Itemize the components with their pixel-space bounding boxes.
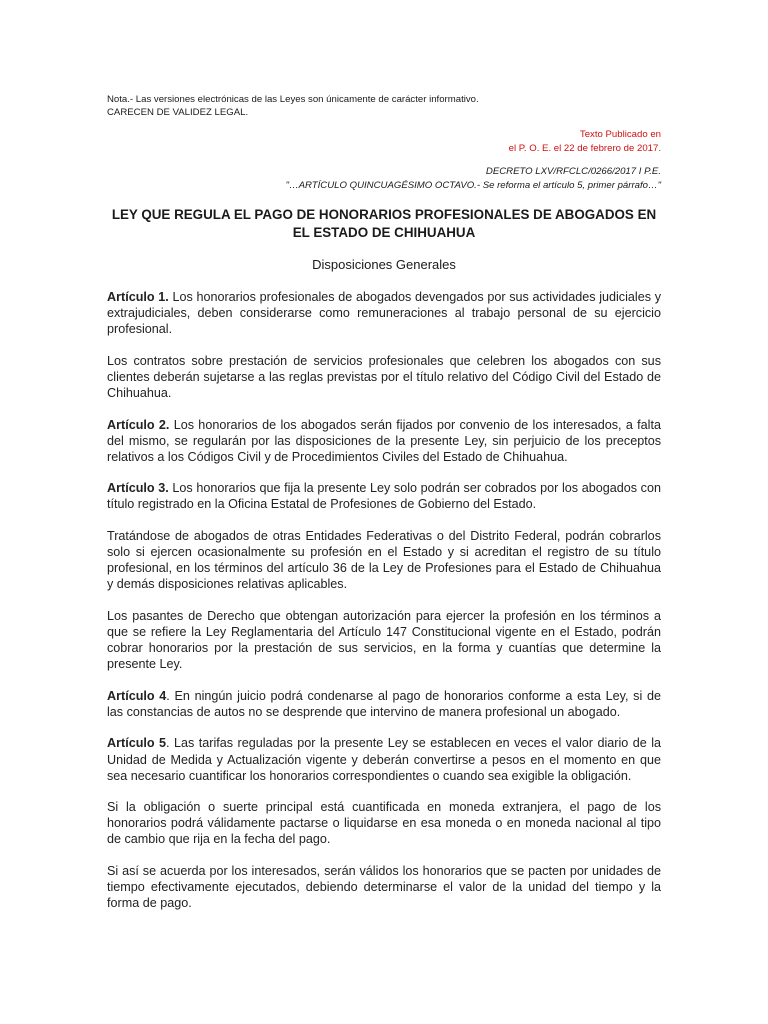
law-title: LEY QUE REGULA EL PAGO DE HONORARIOS PROFESIONALES DE ABOGADOS EN EL ESTADO DE CHIHUAHUA: [111, 207, 657, 240]
paragraph-text: Los pasantes de Derecho que obtengan autorización para ejercer la profesión en los términos a que se refiere la Ley Reglamentaria del Artículo 147 Constitucional vigente en el Estado, podrán cobrar honorarios por la prestación de sus servicios, en la forma y cuantías que determine la presente Ley.: [107, 608, 661, 672]
article-label: Artículo 5: [107, 736, 167, 751]
paragraph-text: Los honorarios que fija la presente Ley solo podrán ser cobrados por los abogados con título registrado en la Oficina Estatal de Profesiones de Gobierno del Estado.: [107, 481, 661, 512]
paragraph-text: . En ningún juicio podrá condenarse al pago de honorarios conforme a esta Ley, si de las constancias de autos no se desprende que intervino de manera profesional un abogado.: [107, 688, 661, 719]
publication-line-2: el P. O. E. el 22 de febrero de 2017.: [508, 143, 661, 154]
article-label: Artículo 2.: [107, 417, 170, 432]
paragraph: [107, 353, 661, 401]
disclaimer-note: [107, 93, 479, 119]
paragraph-text: Si la obligación o suerte principal está cuantificada en moneda extranjera, el pago de los honorarios podrá válidamente pactarse o liquidarse en esa moneda o en moneda nacional al tipo de cambio que rija en la fecha del pago.: [107, 800, 661, 847]
paragraph-text: Los honorarios profesionales de abogados devengados por sus actividades judiciales y extrajudiciales, deben considerarse como remuneraciones al trabajo personal de su ejercicio profesional.: [107, 290, 661, 337]
paragraph-text: Tratándose de abogados de otras Entidades Federativas o del Distrito Federal, podrán cobrarlos solo si ejercen ocasionalmente su profesión en el Estado y si acreditan el registro de su título profesional, en los términos del artículo 36 de la Ley de Profesiones para el Estado de Chihuahua y demás disposiciones relativas aplicables.: [107, 529, 661, 592]
disclaimer-line-1: Nota.- Las versiones electrónicas de las Leyes son únicamente de carácter informativo.: [107, 94, 479, 105]
paragraph: [107, 863, 661, 911]
decree-line-2: "…ARTÍCULO QUINCUAGÉSIMO OCTAVO.- Se reforma el artículo 5, primer párrafo…": [285, 180, 661, 191]
publication-notice: [509, 128, 661, 156]
paragraph: [107, 799, 661, 847]
paragraph: [107, 480, 661, 512]
article-label: Artículo 4: [107, 688, 167, 703]
paragraph-text: Los honorarios de los abogados serán fijados por convenio de los interesados, a falta del mismo, se regularán por las disposiciones de la presente Ley, sin perjuicio de los preceptos relativos a los Códigos Civil y de Procedimientos Civiles del Estado de Chihuahua.: [107, 417, 661, 464]
paragraph: [107, 289, 661, 337]
paragraph: [107, 608, 661, 672]
paragraph-text: . Las tarifas reguladas por la presente Ley se establecen en veces el valor diario de la Unidad de Medida y Actualización vigente y deberán convertirse a pesos en el momento en que sea necesario cuantificar los honorarios correspondientes o cuando sea exigible la obligación.: [107, 736, 661, 783]
document-body: [107, 289, 661, 927]
section-heading: Disposiciones Generales: [312, 257, 456, 272]
article-label: Artículo 3.: [107, 481, 169, 496]
decree-reference: [286, 165, 661, 193]
disclaimer-line-2: CARECEN DE VALIDEZ LEGAL.: [107, 107, 249, 118]
article-label: Artículo 1.: [107, 290, 169, 304]
paragraph: [107, 417, 661, 465]
paragraph: [107, 688, 661, 720]
paragraph-text: Los contratos sobre prestación de servicios profesionales que celebren los abogados con sus clientes deberán sujetarse a las reglas previstas por el título relativo del Código Civil del Estado de Chihuahua.: [107, 353, 661, 400]
paragraph-text: Si así se acuerda por los interesados, serán válidos los honorarios que se pacten por unidades de tiempo efectivamente ejecutados, debiendo determinarse el valor de la unidad del tiempo y la forma de pago.: [107, 864, 661, 911]
decree-line-1: DECRETO LXV/RFCLC/0266/2017 I P.E.: [485, 166, 661, 177]
paragraph: [107, 735, 661, 783]
paragraph: [107, 528, 661, 592]
publication-line-1: Texto Publicado en: [579, 129, 661, 140]
